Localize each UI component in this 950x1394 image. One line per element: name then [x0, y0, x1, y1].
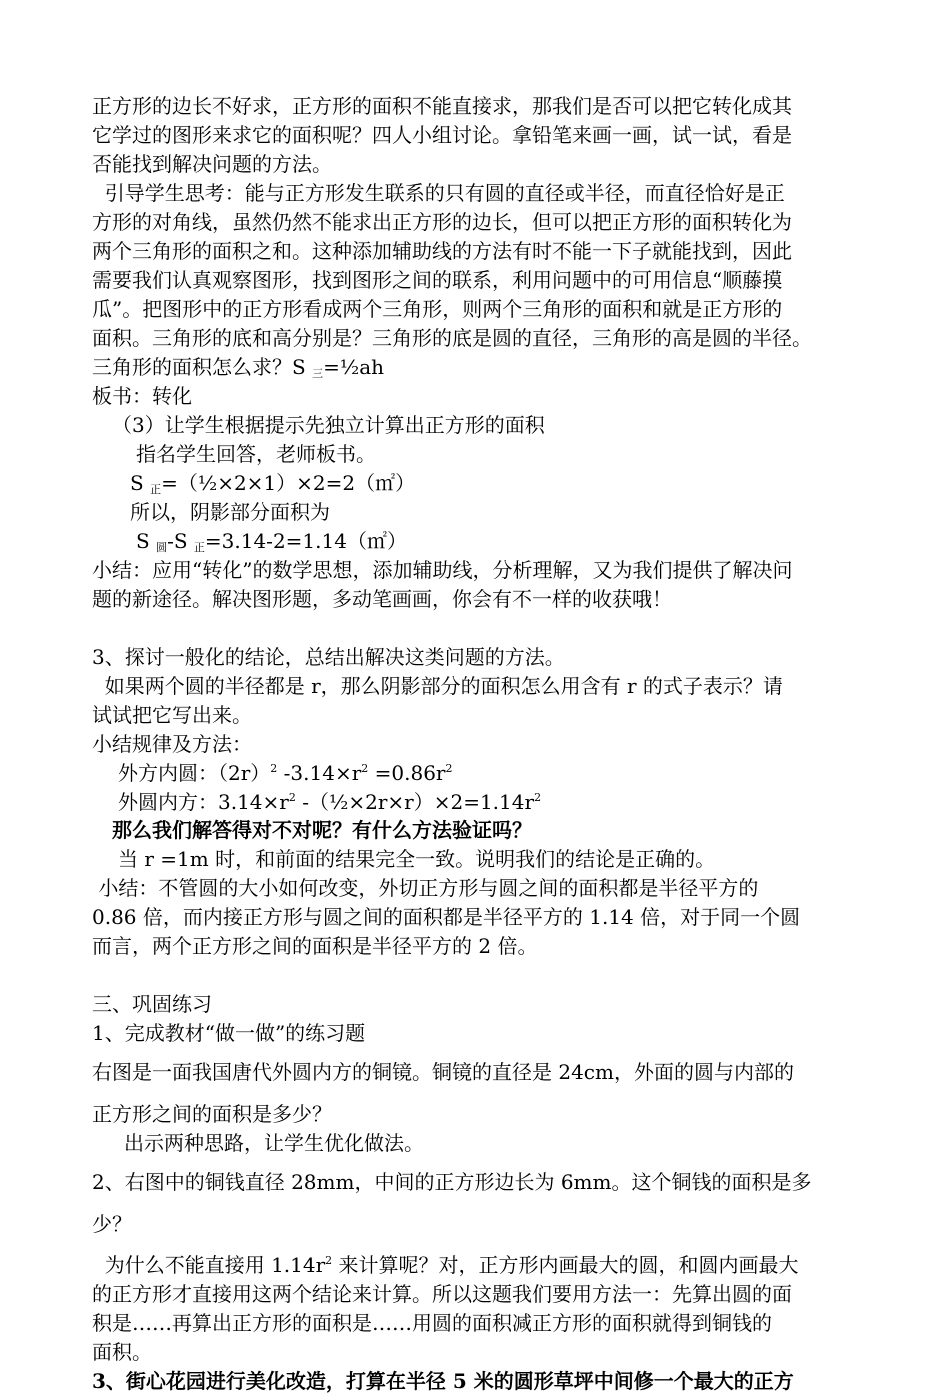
text-span: =（½×2×1）×2=2（㎡） [161, 471, 416, 495]
superscript: 2 [534, 791, 542, 804]
inner-square-formula [118, 789, 541, 815]
text-line: 少？ [92, 1212, 132, 1236]
superscript: 2 [361, 762, 369, 775]
text-span: -3.14×r [277, 761, 362, 785]
subscript: 正 [150, 483, 162, 496]
text-line: 正方形的边长不好求，正方形的面积不能直接求，那我们是否可以把它转化成其 [92, 94, 792, 118]
text-line: 方形的对角线，虽然仍然不能求出正方形的边长，但可以把正方形的面积转化为 [92, 210, 792, 234]
practice-heading: 三、巩固练习 [92, 992, 212, 1016]
text-line: 需要我们认真观察图形，找到图形之间的联系，利用问题中的可用信息“顺藤摸 [92, 268, 783, 292]
text-span: 为什么不能直接用 1.14r [92, 1253, 326, 1277]
text-span: =3.14-2=1.14（㎡） [204, 529, 407, 553]
text-span: 三角形的面积怎么求？S [92, 355, 313, 379]
text-line: 瓜”。把图形中的正方形看成两个三角形，则两个三角形的面积和就是正方形的 [92, 297, 783, 321]
r1-check: 当 r =1m 时，和前面的结果完全一致。说明我们的结论是正确的。 [118, 847, 716, 871]
text-line: 0.86 倍，而内接正方形与圆之间的面积都是半径平方的 1.14 倍，对于同一个圆 [92, 905, 801, 929]
text-span: -（½×2r×r）×2=1.14r [295, 790, 535, 814]
superscript: 2 [445, 762, 453, 775]
text-span: =½ah [323, 355, 385, 379]
subscript: 正 [193, 541, 205, 554]
text-line: 试试把它写出来。 [92, 703, 252, 727]
two-ways: 出示两种思路，让学生优化做法。 [124, 1131, 424, 1155]
text-line: 小结：不管圆的大小如何改变，外切正方形与圆之间的面积都是半径平方的 [92, 876, 759, 900]
subscript: 圆 [156, 541, 168, 554]
superscript: 2 [270, 762, 278, 775]
text-line: 2、右图中的铜钱直径 28mm，中间的正方形边长为 6mm。这个铜钱的面积是多 [92, 1170, 812, 1194]
text-line: 题的新途径。解决图形题，多动笔画画，你会有不一样的收获哦！ [92, 587, 672, 611]
board-note: 板书：转化 [92, 384, 192, 408]
superscript: 2 [288, 791, 296, 804]
text-span: 外圆内方：3.14×r [118, 790, 289, 814]
text-line: 而言，两个正方形之间的面积是半径平方的 2 倍。 [92, 934, 538, 958]
exercise-1: 1、完成教材“做一做”的练习题 [92, 1021, 366, 1045]
text-line: 如果两个圆的半径都是 r，那么阴影部分的面积怎么用含有 r 的式子表示？请 [92, 674, 783, 698]
text-line: 的正方形才直接用这两个结论来计算。所以这题我们要用方法一：先算出圆的面 [92, 1282, 792, 1306]
rule-title: 小结规律及方法： [92, 732, 252, 756]
text-line: 引导学生思考：能与正方形发生联系的只有圆的直径或半径，而直径恰好是正 [92, 181, 785, 205]
subscript: 三 [312, 367, 324, 380]
text-span: S [130, 471, 151, 495]
text-span: S [136, 529, 157, 553]
text-span: 外方内圆：（2r） [118, 761, 271, 785]
text-line: 右图是一面我国唐代外圆内方的铜镜。铜镜的直径是 24cm，外面的圆与内部的 [92, 1060, 794, 1084]
why-question [92, 1252, 799, 1278]
superscript: 2 [325, 1254, 333, 1267]
text-span: 来计算呢？对，正方形内画最大的圆，和圆内画最大 [332, 1253, 799, 1277]
outer-square-formula [118, 760, 452, 786]
text-line: 两个三角形的面积之和。这种添加辅助线的方法有时不能一下子就能找到，因此 [92, 239, 792, 263]
answer-note: 指名学生回答，老师板书。 [136, 442, 376, 466]
text-span: =0.86r [368, 761, 446, 785]
section-3-heading: 3、探讨一般化的结论，总结出解决这类问题的方法。 [92, 645, 565, 669]
text-line: 面积。 [92, 1340, 152, 1364]
text-line: 否能找到解决问题的方法。 [92, 152, 332, 176]
text-line: 正方形之间的面积是多少？ [92, 1102, 332, 1126]
text-line: 小结：应用“转化”的数学思想，添加辅助线，分析理解，又为我们提供了解决问 [92, 558, 793, 582]
text-line: 面积。三角形的底和高分别是？三角形的底是圆的直径，三角形的高是圆的半径。 [92, 326, 812, 350]
exercise-3: 3、街心花园进行美化改造，打算在半径 5 米的圆形草坪中间修一个最大的正方 [92, 1369, 794, 1393]
text-line: 积是……再算出正方形的面积是……用圆的面积减正方形的面积就得到铜钱的 [92, 1311, 772, 1335]
text-line: 它学过的图形来求它的面积呢？四人小组讨论。拿铅笔来画一画，试一试，看是 [92, 123, 792, 147]
step-3: （3）让学生根据提示先独立计算出正方形的面积 [112, 413, 545, 437]
text-span: -S [167, 529, 194, 553]
verify-question: 那么我们解答得对不对呢？有什么方法验证吗？ [112, 818, 532, 842]
so-line: 所以，阴影部分面积为 [130, 500, 330, 524]
